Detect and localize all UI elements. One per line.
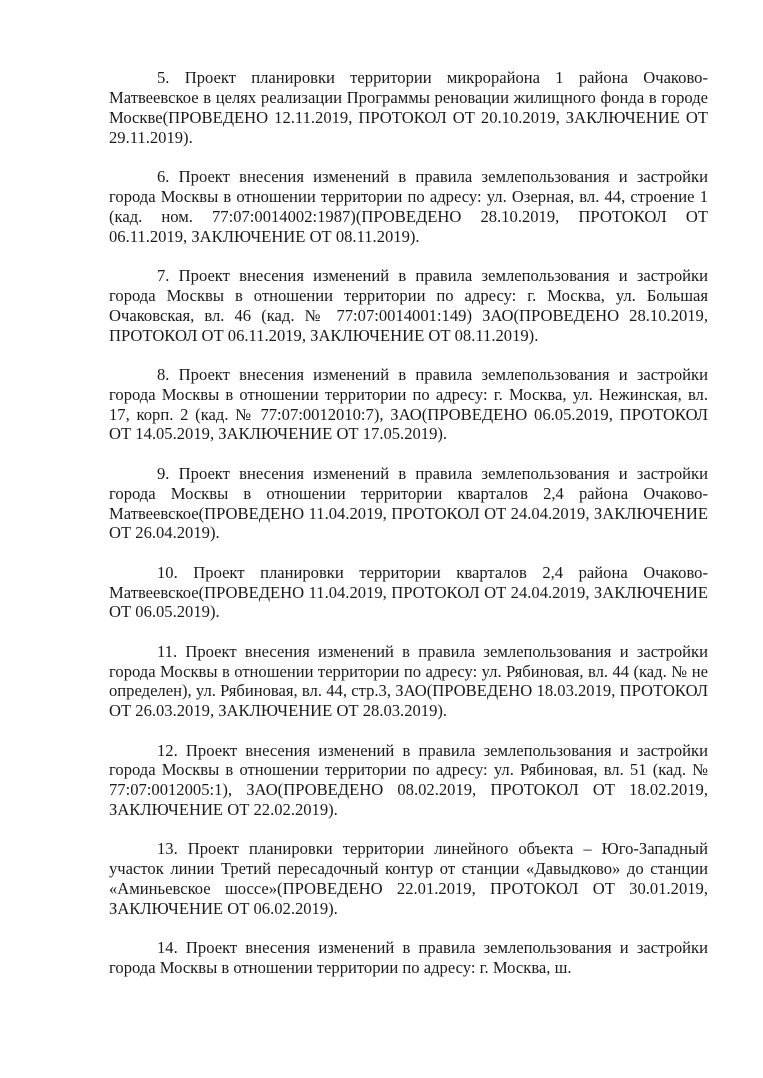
- paragraph-item-12: 12. Проект внесения изменений в правила землепользования и застройки города Москвы в отношении территории по адресу: ул. Рябиновая, вл. 51 (кад. № 77:07:0012005:1), ЗАО(ПРОВЕДЕНО 08.02.2019, ПРОТОКОЛ ОТ 18.02.2019, ЗАКЛЮЧЕНИЕ ОТ 22.02.2019).: [109, 740, 708, 820]
- paragraph-item-9: 9. Проект внесения изменений в правила землепользования и застройки города Москвы в отношении территории кварталов 2,4 района Очаково-Матвеевское(ПРОВЕДЕНО 11.04.2019, ПРОТОКОЛ ОТ 24.04.2019, ЗАКЛЮЧЕНИЕ ОТ 26.04.2019).: [109, 463, 708, 543]
- document-body: [109, 68, 708, 998]
- paragraph-item-5: 5. Проект планировки территории микрорайона 1 района Очаково-Матвеевское в целях реализации Программы реновации жилищного фонда в городе Москве(ПРОВЕДЕНО 12.11.2019, ПРОТОКОЛ ОТ 20.10.2019, ЗАКЛЮЧЕНИЕ ОТ 29.11.2019).: [109, 68, 708, 147]
- paragraph-item-8: 8. Проект внесения изменений в правила землепользования и застройки города Москвы в отношении территории по адресу: г. Москва, ул. Нежинская, вл. 17, корп. 2 (кад. № 77:07:0012010:7), ЗАО(ПРОВЕДЕНО 06.05.2019, ПРОТОКОЛ ОТ 14.05.2019, ЗАКЛЮЧЕНИЕ ОТ 17.05.2019).: [109, 364, 708, 444]
- paragraph-item-10: 10. Проект планировки территории кварталов 2,4 района Очаково-Матвеевское(ПРОВЕДЕНО 11.04.2019, ПРОТОКОЛ ОТ 24.04.2019, ЗАКЛЮЧЕНИЕ ОТ 06.05.2019).: [109, 562, 708, 622]
- paragraph-item-13: 13. Проект планировки территории линейного объекта – Юго-Западный участок линии Третий пересадочный контур от станции «Давыдково» до станции «Аминьевское шоссе»(ПРОВЕДЕНО 22.01.2019, ПРОТОКОЛ ОТ 30.01.2019, ЗАКЛЮЧЕНИЕ ОТ 06.02.2019).: [109, 839, 708, 919]
- paragraph-item-11: 11. Проект внесения изменений в правила землепользования и застройки города Москвы в отношении территории по адресу: ул. Рябиновая, вл. 44 (кад. № не определен), ул. Рябиновая, вл. 44, стр.3, ЗАО(ПРОВЕДЕНО 18.03.2019, ПРОТОКОЛ ОТ 26.03.2019, ЗАКЛЮЧЕНИЕ ОТ 28.03.2019).: [109, 641, 708, 721]
- paragraph-item-14: 14. Проект внесения изменений в правила землепользования и застройки города Москвы в отношении территории по адресу: г. Москва, ш.: [109, 938, 708, 978]
- paragraph-item-6: 6. Проект внесения изменений в правила землепользования и застройки города Москвы в отношении территории по адресу: ул. Озерная, вл. 44, строение 1 (кад. ном. 77:07:0014002:1987)(ПРОВЕДЕНО 28.10.2019, ПРОТОКОЛ ОТ 06.11.2019, ЗАКЛЮЧЕНИЕ ОТ 08.11.2019).: [109, 166, 708, 246]
- paragraph-item-7: 7. Проект внесения изменений в правила землепользования и застройки города Москвы в отношении территории по адресу: г. Москва, ул. Большая Очаковская, вл. 46 (кад. № 77:07:0014001:149) ЗАО(ПРОВЕДЕНО 28.10.2019, ПРОТОКОЛ ОТ 06.11.2019, ЗАКЛЮЧЕНИЕ ОТ 08.11.2019).: [109, 265, 708, 345]
